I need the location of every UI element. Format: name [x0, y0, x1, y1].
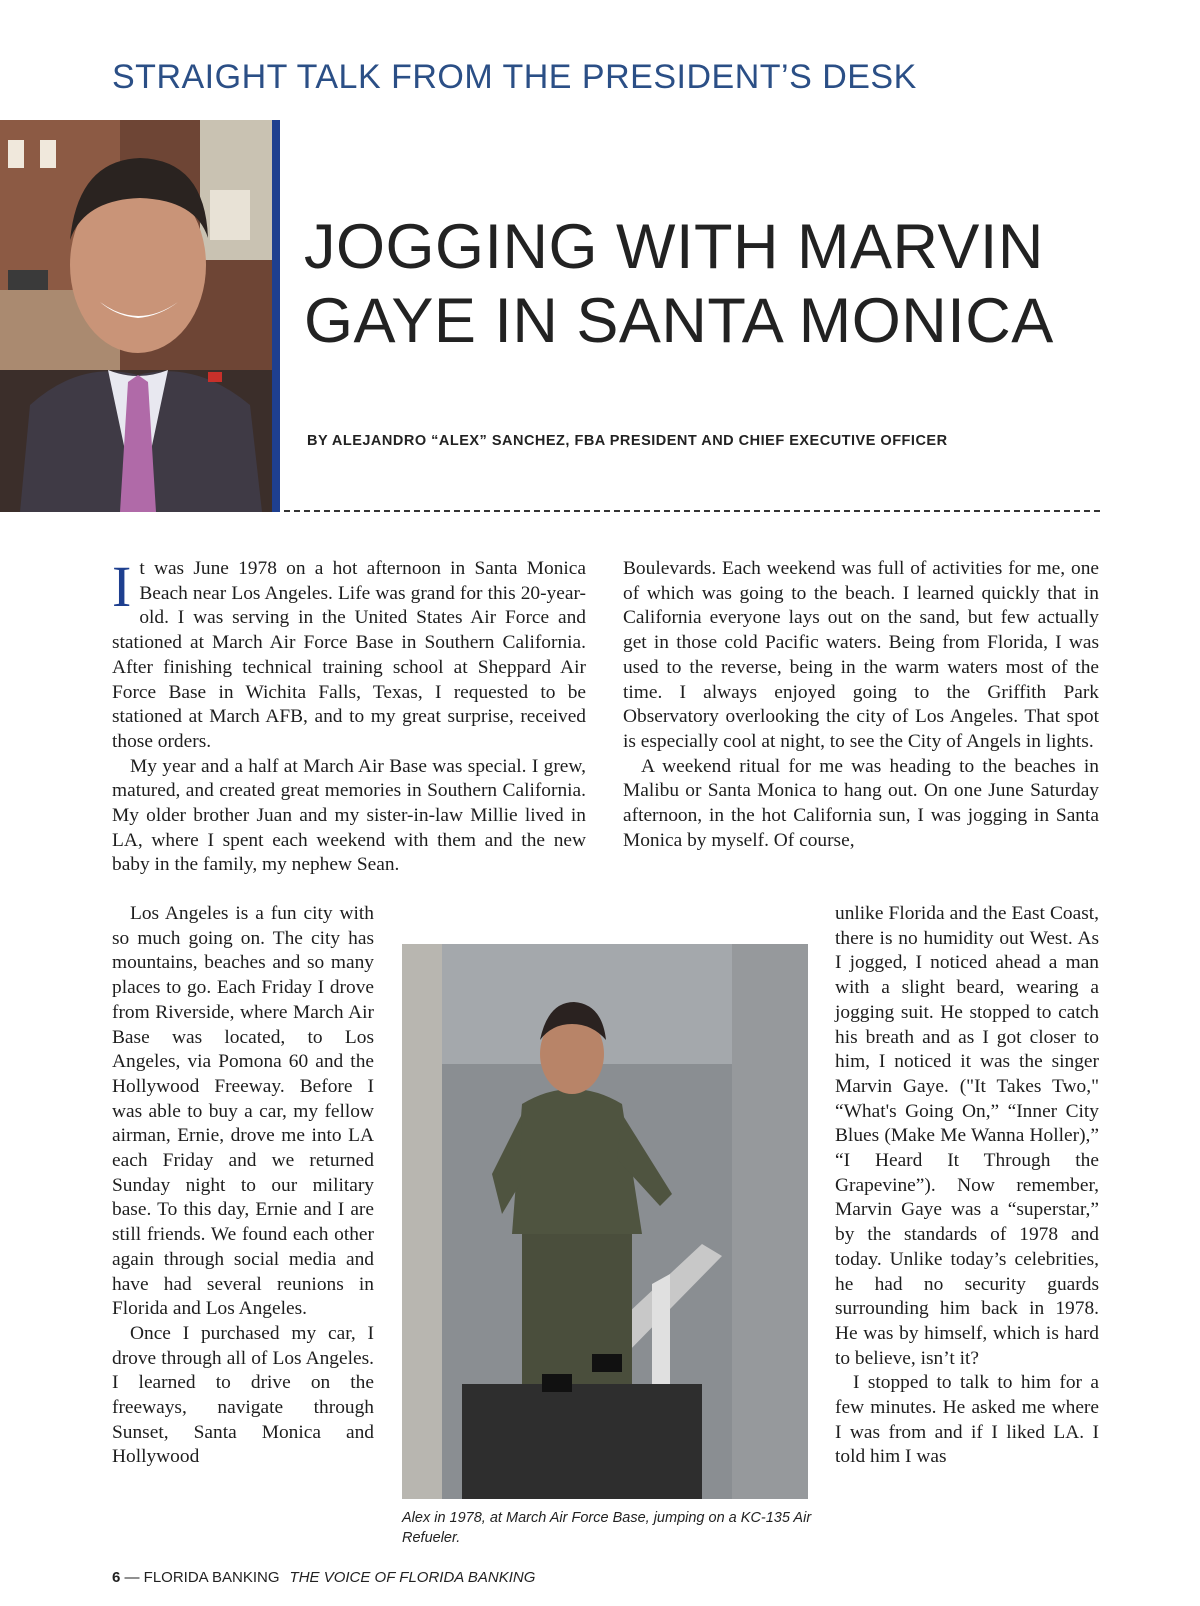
- portrait-accent-bar: [272, 120, 280, 512]
- column-1-bottom: [112, 902, 374, 1470]
- article-headline: JOGGING WITH MARVIN GAYE IN SANTA MONICA: [304, 212, 1054, 356]
- section-title: STRAIGHT TALK FROM THE PRESIDENT’S DESK: [112, 58, 917, 96]
- column-2-top: [623, 557, 1099, 853]
- paragraph: A weekend ritual for me was heading to the beaches in Malibu or Santa Monica to hang out. On one June Saturday afternoon, in the hot California sun, I was jogging in Santa Monica by myself. Of course,: [623, 755, 1099, 851]
- publication-tagline: THE VOICE OF FLORIDA BANKING: [289, 1569, 536, 1586]
- divider-rule: [284, 510, 1100, 512]
- publication-name: — FLORIDA BANKING: [120, 1569, 280, 1586]
- paragraph: My year and a half at March Air Base was special. I grew, matured, and created great memories in Southern California. My older brother Juan and my sister-in-law Millie lived in LA, where I spent each weekend with them and the new baby in the family, my nephew Sean.: [112, 755, 586, 876]
- author-portrait: [0, 120, 272, 512]
- paragraph: Los Angeles is a fun city with so much going on. The city has mountains, beaches and so many places to go. Each Friday I drove from Riverside, where March Air Base was located, to Los Angeles, via Pomona 60 and the Hollywood Freeway. Before I was able to buy a car, my fellow airman, Ernie, drove me into LA each Friday and we returned Sunday night to our military base. To this day, Ernie and I are still friends. We found each other again through social media and have had several reunions in Florida and Los Angeles.: [112, 903, 374, 1320]
- page-footer: [112, 1569, 535, 1586]
- paragraph: unlike Florida and the East Coast, there is no humidity out West. As I jogged, I noticed ahead a man with a slight beard, wearing a jogging suit. He stopped to catch his breath and as I got closer to him, I noticed it was the singer Marvin Gaye. ("It Takes Two," “What's Going On,” “Inner City Blues (Make Me Wanna Holler),” “I Heard It Through the Grapevine”). Now remember, Marvin Gaye was a “superstar,” by the standards of 1978 and today. Unlike today’s celebrities, he had no security guards surrounding him back in 1978. He was by himself, which is hard to believe, isn’t it?: [835, 903, 1099, 1369]
- column-1-top: [112, 554, 586, 878]
- paragraph: Once I purchased my car, I drove through all of Los Angeles. I learned to drive on the freeways, navigate through Sunset, Santa Monica and Hollywood: [112, 1322, 374, 1468]
- column-2-bottom: [835, 902, 1099, 1470]
- drop-cap: I: [112, 554, 132, 619]
- article-photo: [402, 944, 808, 1499]
- paragraph: I stopped to talk to him for a few minutes. He asked me where I was from and if I liked LA. I told him I was: [835, 1372, 1099, 1468]
- article-byline: BY ALEJANDRO “ALEX” SANCHEZ, FBA PRESIDENT AND CHIEF EXECUTIVE OFFICER: [307, 433, 948, 449]
- paragraph: Boulevards. Each weekend was full of activities for me, one of which was going to the beach. I learned quickly that in California everyone lays out on the sand, but few actually get in those cold Pacific waters. Being from Florida, I was used to the reverse, being in the warm waters most of the time. I always enjoyed going to the Griffith Park Observatory overlooking the city of Los Angeles. That spot is especially cool at night, to see the City of Angels in lights.: [623, 558, 1099, 752]
- photo-caption: Alex in 1978, at March Air Force Base, jumping on a KC-135 Air Refueler.: [402, 1510, 812, 1546]
- page-number: 6: [112, 1569, 121, 1586]
- paragraph: It was June 1978 on a hot afternoon in Santa Monica Beach near Los Angeles. Life was grand for this 20-year-old. I was serving in the United States Air Force and stationed at March Air Force Base in Southern California. After finishing technical training school at Sheppard Air Force Base in Wichita Falls, Texas, I requested to be stationed at March AFB, and to my great surprise, received those orders.: [112, 554, 586, 752]
